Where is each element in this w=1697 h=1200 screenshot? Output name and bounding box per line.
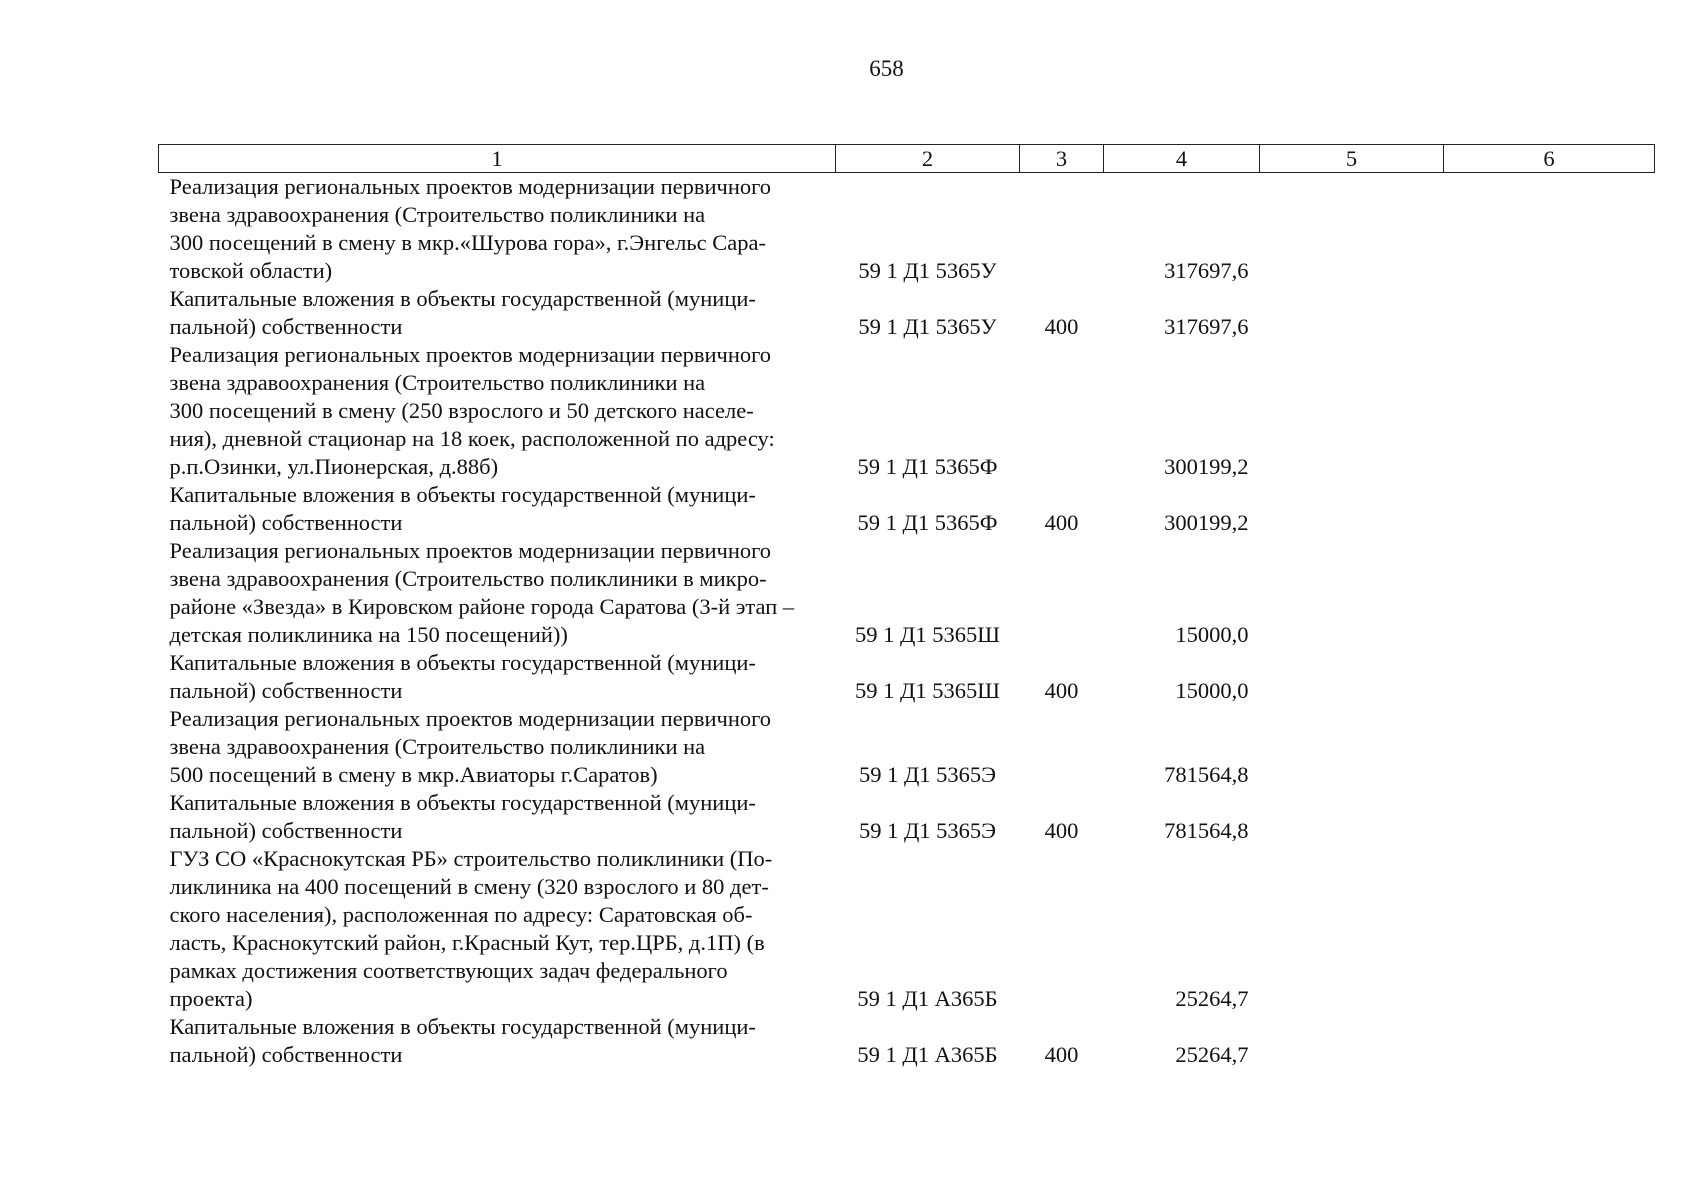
description-line: звена здравоохранения (Строительство поликлиники на <box>169 370 706 395</box>
row-amount: 25264,7 <box>1175 986 1249 1011</box>
table-row <box>159 845 1655 1013</box>
row-code: 59 1 Д1 5365У <box>858 258 997 283</box>
table-row <box>159 537 1655 649</box>
table-row <box>159 481 1655 537</box>
column-header-5: 5 <box>1260 145 1444 173</box>
row-col5 <box>1260 285 1444 341</box>
row-description <box>159 649 836 705</box>
description-line: ского населения), расположенная по адресу: Саратовская об- <box>169 902 753 927</box>
row-expense-type: 400 <box>1044 818 1079 843</box>
row-col6 <box>1444 845 1655 1013</box>
row-expense-type <box>1020 537 1104 649</box>
description-line: Капитальные вложения в объекты государственной (муници- <box>169 286 756 311</box>
header-row <box>159 145 1655 173</box>
row-description <box>159 705 836 789</box>
row-col6 <box>1444 705 1655 789</box>
table-row <box>159 173 1655 286</box>
description-line: районе «Звезда» в Кировском районе города Саратова (3-й этап – <box>169 594 795 619</box>
description-line: 300 посещений в смену в мкр.«Шурова гора», г.Энгельс Сара- <box>169 230 766 255</box>
row-expense-type: 400 <box>1044 678 1079 703</box>
row-code: 59 1 Д1 5365Ш <box>855 622 1000 647</box>
row-description <box>159 173 836 286</box>
description-line: 300 посещений в смену (250 взрослого и 50 детского населе- <box>169 398 754 423</box>
row-code: 59 1 Д1 5365Ш <box>855 678 1000 703</box>
row-expense-type <box>1020 341 1104 481</box>
row-amount: 317697,6 <box>1164 258 1249 283</box>
column-header-2: 2 <box>836 145 1020 173</box>
description-line: рамках достижения соответствующих задач федерального <box>169 958 728 983</box>
description-line: ликлиника на 400 посещений в смену (320 взрослого и 80 дет- <box>169 874 769 899</box>
description-line: проекта) <box>169 986 253 1011</box>
description-line: пальной) собственности <box>169 1042 403 1067</box>
row-col5 <box>1260 537 1444 649</box>
row-col5 <box>1260 173 1444 286</box>
row-amount: 300199,2 <box>1164 454 1249 479</box>
column-header-4: 4 <box>1104 145 1260 173</box>
row-expense-type <box>1020 845 1104 1013</box>
row-col6 <box>1444 649 1655 705</box>
row-col6 <box>1444 173 1655 286</box>
column-header-6: 6 <box>1444 145 1655 173</box>
row-col5 <box>1260 481 1444 537</box>
description-line: Реализация региональных проектов модернизации первичного <box>169 174 772 199</box>
description-line: пальной) собственности <box>169 510 403 535</box>
description-line: звена здравоохранения (Строительство поликлиники на <box>169 734 706 759</box>
row-expense-type: 400 <box>1044 1042 1079 1067</box>
row-description <box>159 789 836 845</box>
row-col5 <box>1260 789 1444 845</box>
description-line: пальной) собственности <box>169 818 403 843</box>
row-description <box>159 537 836 649</box>
description-line: ГУЗ СО «Краснокутская РБ» строительство поликлиники (По- <box>169 846 773 871</box>
table-header <box>159 145 1655 173</box>
table-body <box>159 173 1655 1070</box>
row-description <box>159 1013 836 1069</box>
description-line: ния), дневной стационар на 18 коек, расположенной по адресу: <box>169 426 775 451</box>
description-line: ласть, Краснокутский район, г.Красный Кут, тер.ЦРБ, д.1П) (в <box>169 930 765 955</box>
row-amount: 25264,7 <box>1175 1042 1249 1067</box>
row-description <box>159 481 836 537</box>
row-amount: 781564,8 <box>1164 818 1249 843</box>
row-expense-type: 400 <box>1044 510 1079 535</box>
description-line: р.п.Озинки, ул.Пионерская, д.88б) <box>169 454 499 479</box>
description-line: 500 посещений в смену в мкр.Авиаторы г.Саратов) <box>169 762 658 787</box>
row-description <box>159 285 836 341</box>
row-code: 59 1 Д1 5365Э <box>858 762 997 787</box>
row-amount: 15000,0 <box>1175 678 1249 703</box>
row-col5 <box>1260 705 1444 789</box>
row-code: 59 1 Д1 5365Э <box>858 818 997 843</box>
budget-table <box>158 144 1655 1069</box>
row-expense-type <box>1020 705 1104 789</box>
table-row <box>159 649 1655 705</box>
row-col6 <box>1444 1013 1655 1069</box>
description-line: Капитальные вложения в объекты государственной (муници- <box>169 790 756 815</box>
column-header-1: 1 <box>159 145 836 173</box>
row-col5 <box>1260 341 1444 481</box>
row-col5 <box>1260 1013 1444 1069</box>
description-line: звена здравоохранения (Строительство поликлиники на <box>169 202 706 227</box>
row-code: 59 1 Д1 5365У <box>858 314 997 339</box>
row-code: 59 1 Д1 А365Б <box>857 1042 998 1067</box>
row-code: 59 1 Д1 5365Ф <box>857 454 998 479</box>
description-line: пальной) собственности <box>169 678 403 703</box>
row-col6 <box>1444 341 1655 481</box>
description-line: Капитальные вложения в объекты государственной (муници- <box>169 650 756 675</box>
row-code: 59 1 Д1 А365Б <box>857 986 998 1011</box>
page-number: 658 <box>869 56 904 81</box>
description-line: Капитальные вложения в объекты государственной (муници- <box>169 1014 756 1039</box>
row-col6 <box>1444 285 1655 341</box>
row-col6 <box>1444 537 1655 649</box>
description-line: товской области) <box>169 258 333 283</box>
row-expense-type <box>1020 173 1104 286</box>
description-line: Капитальные вложения в объекты государственной (муници- <box>169 482 756 507</box>
table-row <box>159 285 1655 341</box>
row-description <box>159 341 836 481</box>
row-code: 59 1 Д1 5365Ф <box>857 510 998 535</box>
row-expense-type: 400 <box>1044 314 1079 339</box>
table-row <box>159 789 1655 845</box>
description-line: Реализация региональных проектов модернизации первичного <box>169 706 772 731</box>
row-col5 <box>1260 649 1444 705</box>
description-line: пальной) собственности <box>169 314 403 339</box>
description-line: детская поликлиника на 150 посещений)) <box>169 622 568 647</box>
description-line: Реализация региональных проектов модернизации первичного <box>169 342 772 367</box>
row-amount: 781564,8 <box>1164 762 1249 787</box>
row-col6 <box>1444 789 1655 845</box>
table-row <box>159 1013 1655 1069</box>
row-description <box>159 845 836 1013</box>
row-amount: 15000,0 <box>1175 622 1249 647</box>
table-row <box>159 341 1655 481</box>
description-line: Реализация региональных проектов модернизации первичного <box>169 538 772 563</box>
column-header-3: 3 <box>1020 145 1104 173</box>
row-amount: 317697,6 <box>1164 314 1249 339</box>
description-line: звена здравоохранения (Строительство поликлиники в микро- <box>169 566 767 591</box>
row-amount: 300199,2 <box>1164 510 1249 535</box>
row-col6 <box>1444 481 1655 537</box>
table-row <box>159 705 1655 789</box>
row-col5 <box>1260 845 1444 1013</box>
